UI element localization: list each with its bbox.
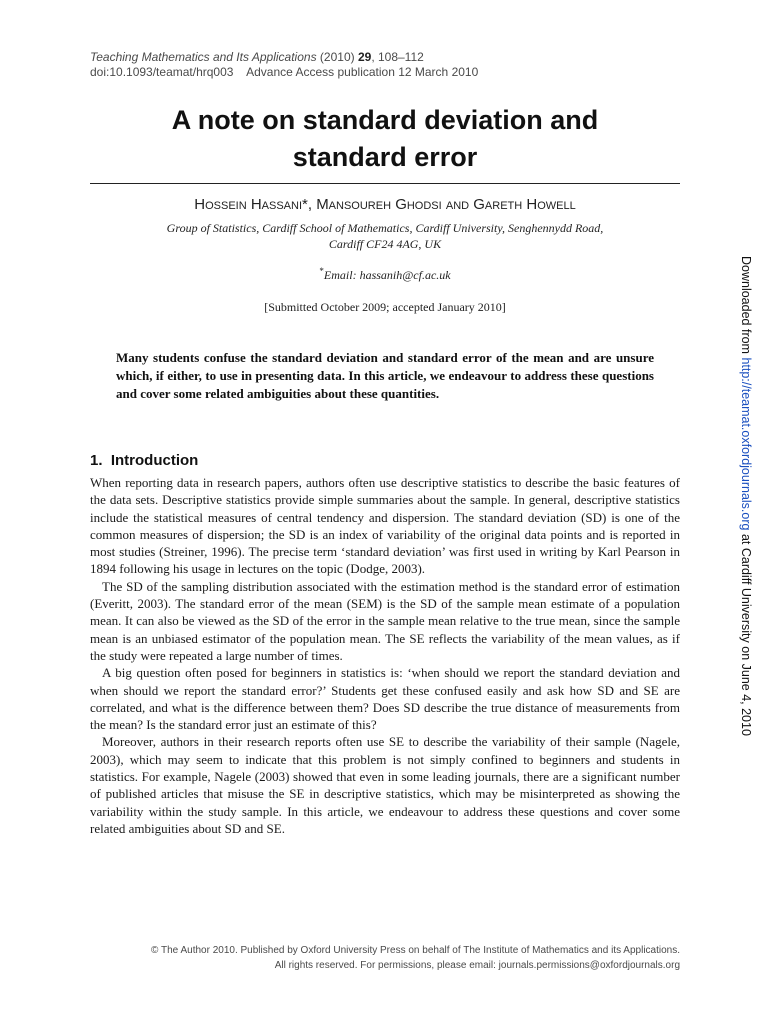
affiliation — [120, 220, 650, 252]
title-line-2: standard error — [292, 142, 478, 172]
author-list — [90, 195, 680, 215]
journal-header — [90, 50, 680, 80]
paragraph: When reporting data in research papers, authors often use descriptive statistics to describe the basic features of the data sets. Descriptive statistics provide simple summaries about the sample. In general, descriptive statistics include the statistical measures of central tendency and dispersion. The standard deviation (SD) is one of the common measures of dispersion; the SD is an index of variability of the original data points and is reported in most studies (Streiner, 1996). The precise term ‘standard deviation’ was first used in writing by Karl Pearson in 1894 following his usage in lectures on the topic (Dodge, 2003). — [90, 475, 680, 577]
contact-email — [90, 263, 680, 283]
journal-volume: 29 — [357, 50, 372, 64]
citation-line — [90, 50, 680, 65]
download-watermark-text — [738, 256, 754, 736]
affiliation-line-2: Cardiff CF24 4AG, UK — [328, 237, 442, 251]
section-body — [90, 474, 680, 837]
author-3: Gareth Howell — [473, 196, 576, 213]
affiliation-line-1: Group of Statistics, Cardiff School of Mathematics, Cardiff University, Senghennydd Road, — [166, 221, 604, 235]
journal-year: (2010) — [319, 50, 355, 64]
email-text: Email: hassanih@cf.ac.uk — [323, 268, 451, 282]
section-heading: 1. Introduction — [90, 452, 199, 469]
author-2: Mansoureh Ghodsi — [316, 196, 442, 213]
download-suffix: at Cardiff University on June 4, 2010 — [739, 530, 753, 736]
title-line-1: A note on standard deviation and — [171, 105, 599, 135]
author-1: Hossein Hassani — [194, 196, 302, 213]
download-prefix: Downloaded from — [739, 256, 753, 358]
email-mark: * — [319, 266, 324, 276]
author-separator-2: and — [441, 196, 474, 213]
abstract: Many students confuse the standard deviation and standard error of the mean and are unsure which, if either, to use in presenting data. In this article, we endeavour to address these questions and cover some related ambiguities about these quantities. — [116, 350, 654, 401]
journal-site-link[interactable]: http://teamat.oxfordjournals.org — [739, 357, 753, 531]
copyright-line-1: © The Author 2010. Published by Oxford University Press on behalf of The Institute of Mathematics and its Applications. — [151, 945, 680, 956]
paragraph: Moreover, authors in their research reports often use SE to describe the variability of their sample (Nagele, 2003), which may seem to indicate that this problem is not simply confined to beginners and students in statistics. For example, Nagele (2003) showed that even in some leading journals, there are a significant number of published articles that misuse the SE in descriptive statistics, which may be misinterpreted as showing the variability within the study sample. In this article, we endeavour to address these questions and cover some related ambiguities about SD and SE. — [90, 734, 680, 836]
doi-line: doi:10.1093/teamat/hrq003 Advance Access publication 12 March 2010 — [90, 65, 479, 79]
copyright-line-2: All rights reserved. For permissions, please email: journals.permissions@oxfordjournals.org — [274, 960, 680, 971]
journal-pages: , 108–112 — [371, 50, 424, 64]
journal-name: Teaching Mathematics and Its Applications — [90, 50, 317, 64]
paragraph: A big question often posed for beginners in statistics is: ‘when should we report the standard deviation and when should we report the standard error?’ Students get these confused easily and ask how SD and SE are correlated, and what is the difference between them? Does SD describe the true distance of measurements from the mean? Is the standard error just an estimate of this? — [90, 665, 680, 733]
copyright-footer — [90, 943, 680, 973]
submission-dates: [Submitted October 2009; accepted January 2010] — [264, 300, 506, 314]
title-divider — [90, 183, 680, 184]
corresponding-mark: * — [302, 196, 308, 213]
article-title — [90, 102, 680, 176]
paragraph: The SD of the sampling distribution associated with the estimation method is the standard error of estimation (Everitt, 2003). The standard error of the mean (SEM) is the SD of the sample mean estimate of a population mean. It can also be viewed as the SD of the error in the sample mean relative to the true mean, since the sample mean is an unbiased estimator of the population mean. The SE reflects the variability of the mean values, as if the study were repeated a large number of times. — [90, 578, 680, 663]
author-separator-1: , — [307, 196, 317, 213]
